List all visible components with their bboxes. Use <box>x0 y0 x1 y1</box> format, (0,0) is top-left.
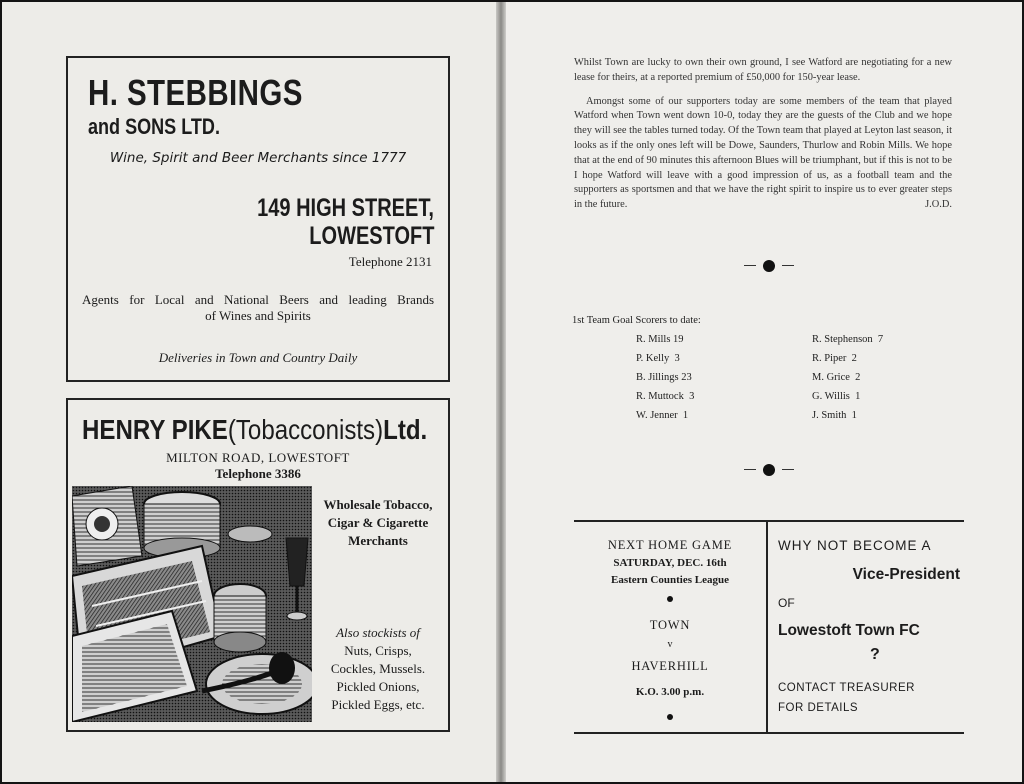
scorer-entry: R. Piper 2 <box>812 353 857 364</box>
editorial-notes <box>574 56 952 213</box>
right-page <box>506 2 1022 782</box>
pike-wholesale-line3: Merchants <box>348 533 408 548</box>
next-home-game <box>574 522 766 732</box>
pike-stockists <box>312 624 444 714</box>
pike-road: MILTON ROAD, LOWESTOFT <box>166 450 350 465</box>
book-spine <box>496 2 506 782</box>
home-team: TOWN <box>649 618 691 632</box>
stebbings-telephone: Telephone 2131 <box>348 254 432 269</box>
scorer-entry: J. Smith 1 <box>812 410 857 421</box>
scorer-entry: W. Jenner 1 <box>636 410 689 421</box>
pike-wholesale-line1: Wholesale Tobacco, <box>323 497 433 512</box>
vp-contact-line1: CONTACT TREASURER <box>778 682 915 694</box>
pike-name-ltd: Ltd. <box>383 414 428 445</box>
pike-name <box>82 414 427 446</box>
pike-stockists-intro: Also stockists of <box>336 625 420 640</box>
scorer-entry: M. Grice 2 <box>812 372 861 383</box>
vp-of: OF <box>778 596 795 610</box>
stebbings-address-town: LOWESTOFT <box>308 222 434 250</box>
stebbings-since: Wine, Spirit and Beer Merchants since 1777 <box>109 150 407 166</box>
scorer-entry: P. Kelly 3 <box>636 353 680 364</box>
left-page <box>2 2 496 782</box>
pike-stockists-item: Pickled Onions, <box>336 679 420 694</box>
pike-wholesale-line2: Cigar & Cigarette <box>327 515 429 530</box>
stebbings-address-street: 149 HIGH STREET, <box>257 194 434 222</box>
tobacco-products-photo <box>72 486 312 722</box>
scorer-entry: R. Muttock 3 <box>636 391 695 402</box>
scorer-entry: R. Mills 19 <box>636 334 684 345</box>
pike-wholesale <box>312 496 444 550</box>
editorial-paragraph-2-text: Amongst some of our supporters today are some members of the team that played Watford when Town went down 10-0, today they are the guests of the Club and we hope they will see the tables turned today. Of the Town team that played at Leyton last season, it looks as if the only ones left will be Dowe, Saunders, Thurlow and Robin Mills. We hope that at the end of 90 minutes this afternoon Blues will be triumphant, but if this is not to be I hope Watford will leave with a good impression of us, as a football team and the supporters as sportsmen and that we have the right spirit to inspire us to ever greater steps in the future. <box>574 95 952 211</box>
vice-president-appeal <box>778 522 960 732</box>
pike-stockists-item: Pickled Eggs, etc. <box>331 697 425 712</box>
away-team: HAVERHILL <box>631 659 709 673</box>
section-divider <box>744 463 794 477</box>
stebbings-agents <box>82 292 434 324</box>
stebbings-subtitle: and SONS LTD. <box>88 114 220 139</box>
pike-stockists-item: Nuts, Crisps, <box>344 643 412 658</box>
scorers-title: 1st Team Goal Scorers to date: <box>572 315 701 326</box>
stebbings-advert <box>66 56 450 382</box>
section-divider <box>744 259 794 273</box>
editorial-signature: J.O.D. <box>925 199 952 211</box>
stebbings-agents-line2: of Wines and Spirits <box>205 308 311 323</box>
vp-question-mark: ? <box>870 646 880 663</box>
pike-telephone: Telephone 3386 <box>215 466 301 481</box>
box-divider <box>766 522 768 732</box>
scorer-entry: G. Willis 1 <box>812 391 861 402</box>
next-game-league: Eastern Counties League <box>611 574 729 586</box>
pike-name-main: HENRY PIKE <box>82 414 228 445</box>
editorial-paragraph-1: Whilst Town are lucky to own their own ground, I see Watford are negotiating for a new lease for theirs, at a reported premium of £50,000 for 150-year lease. <box>574 57 952 83</box>
bullet-dot <box>667 596 673 602</box>
kickoff-time: K.O. 3.00 p.m. <box>635 686 705 698</box>
next-game-date: SATURDAY, DEC. 16th <box>613 557 727 569</box>
scorer-entry: B. Jillings 23 <box>636 372 692 383</box>
vp-title: Vice-President <box>852 566 960 583</box>
versus-label: v <box>667 639 673 650</box>
stebbings-deliveries: Deliveries in Town and Country Daily <box>158 350 358 365</box>
pike-name-tobacconists: (Tobacconists) <box>227 414 384 445</box>
vp-why: WHY NOT BECOME A <box>778 538 932 553</box>
stebbings-name: H. STEBBINGS <box>88 72 303 113</box>
editorial-paragraph-2 <box>574 95 952 213</box>
scorers-right-column <box>812 330 883 425</box>
henry-pike-advert <box>66 398 450 732</box>
vp-contact-line2: FOR DETAILS <box>778 702 859 714</box>
stebbings-agents-line1: Agents for Local and National Beers and leading Brands <box>82 292 434 307</box>
pike-stockists-item: Cockles, Mussels. <box>330 661 426 676</box>
next-game-box <box>574 520 964 734</box>
bullet-dot <box>667 714 673 720</box>
next-game-heading: NEXT HOME GAME <box>607 538 733 552</box>
scorer-entry: R. Stephenson 7 <box>812 334 884 345</box>
scorers-left-column <box>636 330 694 425</box>
vp-club-name: Lowestoft Town FC <box>778 622 920 639</box>
